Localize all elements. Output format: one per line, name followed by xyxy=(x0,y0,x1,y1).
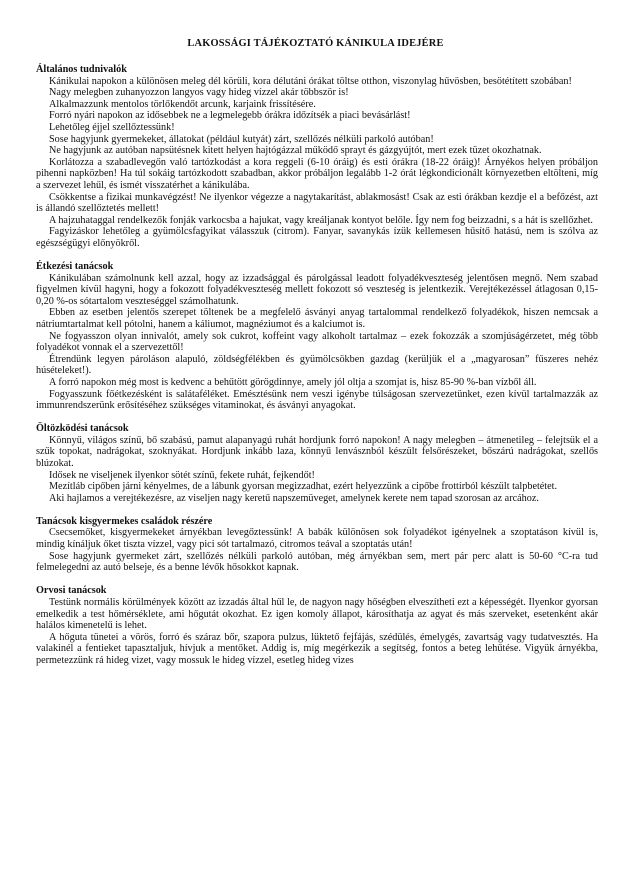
section-clothing xyxy=(36,423,598,504)
section-heading: Étkezési tanácsok xyxy=(36,261,114,272)
paragraph: Étrendünk legyen pároláson alapuló, zöldségfélékben és gyümölcsökben gazdag (kerüljük el a „magyarosan” fűszeres nehéz húsételeket!). xyxy=(36,353,598,377)
section-heading: Öltözködési tanácsok xyxy=(36,423,129,435)
paragraph: Fogyasszunk főétkezésként is salátaféléket. Emésztésünk nem veszi igénybe túlságosan szervezetünket, ezen kívül tartalmazzák az immunrendszerünk erősítéséhez szükséges vitaminokat, és ásványi anyagokat. xyxy=(36,388,598,412)
paragraph: Alkalmazzunk mentolos törlőkendőt arcunk, karjaink frissítésére. xyxy=(49,98,316,110)
paragraph: Nagy melegben zuhanyozzon langyos vagy hideg vízzel akár többször is! xyxy=(49,87,349,99)
paragraph: Mezítláb cipőben járni kényelmes, de a lábunk gyorsan megizzadhat, ezért helyezzünk a cipőbe frottírból készült talpbetétet. xyxy=(49,481,558,493)
paragraph: A hőguta tünetei a vörös, forró és száraz bőr, szapora pulzus, lüktető fejfájás, szédülés, émelygés, zavartság vagy tudatvesztés. Ha valakinél a fentieket tapasztaljuk, hívjuk a mentőket. Addig is, míg megérkezik a segítség, fontos a beteg lehűtése. Vigyük árnyékba, permetezzünk rá hideg vizet, vagy mossuk le hideg vízzel, esetleg hideg vizes xyxy=(36,631,598,666)
paragraph: Sose hagyjunk gyermekeket, állatokat (például kutyát) zárt, szellőzés nélküli parkoló autóban! xyxy=(49,133,434,145)
section-general xyxy=(36,64,598,250)
paragraph: Csecsemőket, kisgyermekeket árnyékban levegőztessünk! A babák különösen sok folyadékot igényelnek a szoptatáson kívül is, mindig kínáljuk őket tiszta vízzel, vagy pici sót tartalmazó, citromos teával a szoptatás után! xyxy=(36,527,598,551)
paragraph: Idősek ne viseljenek ilyenkor sötét színű, fekete ruhát, fejkendőt! xyxy=(49,469,315,481)
section-heading: Tanácsok kisgyermekes családok részére xyxy=(36,515,213,527)
section-medical xyxy=(36,585,598,666)
paragraph: Ne fogyasszon olyan innivalót, amely sok cukrot, koffeint vagy alkoholt tartalmaz – ezek fokozzák a szomjúságérzetet, még több folyadékot vonnak el a szervezettől! xyxy=(36,330,598,354)
document-title: LAKOSSÁGI TÁJÉKOZTATÓ KÁNIKULA IDEJÉRE xyxy=(187,38,444,49)
paragraph: A forró napokon még most is kedvenc a behűtött görögdinnye, amely jól oltja a szomjat is, hisz 85-90 %-ban vízből áll. xyxy=(49,376,537,388)
paragraph: Kánikulában számolnunk kell azzal, hogy az izzadsággal és párolgással leadott folyadékveszteség jelentősen megnő. Nem szabad figyelmen kívül hagyni, hogy a fokozott folyadékveszteség mellett fokozott só veszteség is jelentkezik. Verejtékezéssel átlagosan 0,15-0,20 %-os sótartalom veszteséggel számolhatunk. xyxy=(36,272,598,307)
section-eating xyxy=(36,261,598,412)
section-heading: Általános tudnivalók xyxy=(36,64,127,75)
paragraph: Sose hagyjunk gyermeket zárt, szellőzés nélküli parkoló autóban, még árnyékban sem, mert pár perc alatt is 50-60 °C-ra tud felmelegedni az autó belseje, és a benne lévők hősokkot kapnak. xyxy=(36,550,598,574)
section-heading: Orvosi tanácsok xyxy=(36,585,107,597)
paragraph: Aki hajlamos a verejtékezésre, az viseljen nagy keretű napszemüveget, amelynek kerete nem tapad szorosan az arcához. xyxy=(49,492,539,504)
paragraph: Testünk normális körülmények között az izzadás által hűl le, de nagyon nagy hőségben elveszítheti ezt a képességét. Ilyenkor gyorsan emelkedik a test hőmérséklete, ami hőgutát okozhat. Ez igen komoly állapot, károsíthatja az agyat és más szerveket, esetenként akár halálos kimenetelű is lehet. xyxy=(36,596,598,632)
paragraph: Fagyizáskor lehetőleg a gyümölcsfagyikat válasszuk (citrom). Fanyar, savanykás ízük kellemesen hűsítő hatású, nem is szólva az egészségügyi előnyökről. xyxy=(36,226,598,249)
paragraph: Lehetőleg éjjel szellőztessünk! xyxy=(49,121,175,133)
paragraph: Ebben az esetben jelentős szerepet töltenek be a megfelelő ásványi anyag tartalommal rendelkező folyadékok, hiszen nemcsak a nátriumtartalmat kell pótolni, hanem a káliumot, magnéziumot és a kalciumot is. xyxy=(36,307,598,330)
document-body xyxy=(36,64,598,678)
paragraph: Ne hagyjunk az autóban napsütésnek kitett helyen hajtógázzal működő sprayt és gázgyújtót, mert ezek tüzet okozhatnak. xyxy=(49,145,542,157)
section-families xyxy=(36,516,598,574)
paragraph: Korlátozza a szabadlevegőn való tartózkodást a kora reggeli (6-10 óráig) és esti órákra (18-22 óráig)! Árnyékos helyen próbáljon pihenni napközben! Ha túl sokáig tartózkodott szabadban, akkor próbáljon legalább 1-2 órát légkondicionált környezetben eltölteni, míg a szervezet lehűl, és ismét visszatérhet a kánikulába. xyxy=(36,156,598,191)
paragraph: Forró nyári napokon az idősebbek ne a legmelegebb órákra időzítsék a piaci bevásárlást! xyxy=(49,110,411,122)
paragraph: Kánikulai napokon a különösen meleg dél körüli, kora délutáni órákat töltse otthon, viszonylag hűvösben, besötétített szobában! xyxy=(49,75,572,87)
paragraph: Csökkentse a fizikai munkavégzést! Ne ilyenkor végezze a nagytakarítást, ablakmosást! Csak az esti órákban kezdje el a befőzést, azt is állandó szellőztetés mellett! xyxy=(36,191,598,215)
paragraph: A hajzuhataggal rendelkezők fonják varkocsba a hajukat, vagy kreáljanak kontyot belőle. Így nem fog beizzadni, s a hát is szellőzhet. xyxy=(49,214,593,226)
paragraph: Könnyű, világos színű, bő szabású, pamut alapanyagú ruhát hordjunk forró napokon! A nagy melegben – átmenetileg – felejtsük el a szűk topokat, nadrágokat, szoknyákat. Hordjunk inkább laza, könnyű lenvásznból készült felsőrészeket, bőszárú nadrágokat, szellős blúzokat. xyxy=(36,434,598,469)
